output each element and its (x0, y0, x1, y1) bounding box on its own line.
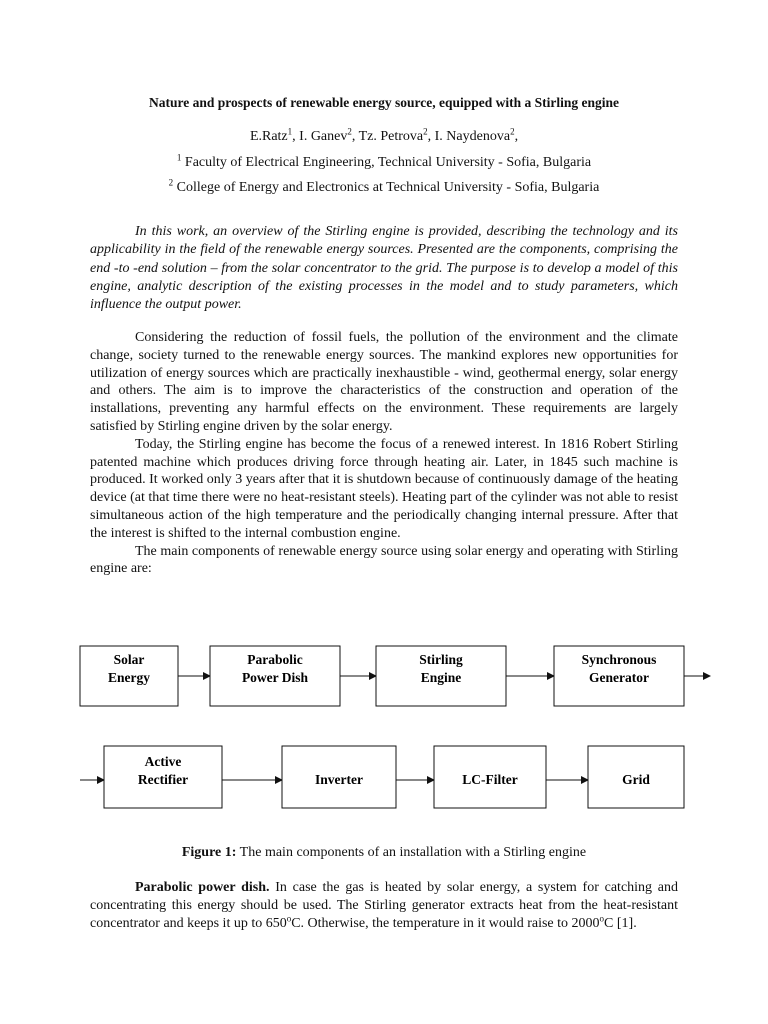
block-lc-filter-label: LC-Filter (462, 772, 518, 787)
affiliation-1 (90, 152, 678, 171)
final-text-1: In case the gas is heated by solar energy, a system for catching and concentrating this energy should be used. The Stirling generator extracts heat from the heat-resistant concentrator and keeps it up to 650 (90, 880, 678, 931)
block-lc-filter (434, 746, 546, 808)
block-grid (588, 746, 684, 808)
paragraph-2: Today, the Stirling engine has become the focus of a renewed interest. In 1816 Robert Stirling patented machine which produces driving force through heating air. Later, in 1845 such machine is produced. It worked only 3 years after that it is shutdown because of continuously damage of the heating device (at that time there were no heat-resistant steels). Heating part of the cylinder was not able to resist simultaneous action of the high temperature and the periodically changing internal pressure. After that the interest is shifted to the internal combustion engine. (90, 436, 678, 541)
authors-tail: , (514, 129, 519, 144)
author-4-affiliation-mark: 2 (510, 126, 515, 137)
author-3-affiliation-mark: 2 (423, 126, 428, 137)
affiliation-2 (90, 177, 678, 196)
affiliation-1-number: 1 (176, 152, 182, 163)
author-3: , Tz. Petrova (351, 129, 424, 144)
block-active-rectifier (104, 746, 222, 808)
section-lead-parabolic-dish: Parabolic power dish. (135, 880, 270, 895)
degree-mark-1: o (286, 912, 292, 923)
affiliation-2-text: College of Energy and Electronics at Technical University - Sofia, Bulgaria (173, 180, 600, 195)
final-text-2: C. Otherwise, the temperature in it would raise to 2000 (291, 915, 600, 931)
author-4: , I. Naydenova (427, 129, 511, 144)
paragraph-3: The main components of renewable energy source using solar energy and operating with Stirling engine are: (90, 543, 678, 577)
block-dish-line1: Parabolic (247, 652, 303, 667)
block-engine-line1: Stirling (419, 652, 463, 667)
block-solar-energy-line1: Solar (113, 652, 145, 667)
abstract: In this work, an overview of the Stirling engine is provided, describing the technology and its applicability in the field of the renewable energy sources. Presented are the components, comprising the end -to -end solution – from the solar concentrator to the grid. The purpose is to develop a model of this engine, analytic description of the existing processes in the model and to study parameters, which influence the output power. (90, 224, 678, 313)
degree-mark-2: o (599, 912, 605, 923)
paper-title: Nature and prospects of renewable energy source, equipped with a Stirling engine (148, 95, 619, 110)
author-2-affiliation-mark: 2 (347, 126, 352, 137)
affiliation-1-text: Faculty of Electrical Engineering, Technical University - Sofia, Bulgaria (181, 155, 592, 170)
author-1: E.Ratz (249, 129, 288, 144)
author-2: , I. Ganev (292, 129, 348, 144)
block-solar-energy (80, 646, 178, 706)
final-text-3: C [1]. (604, 915, 637, 931)
block-generator-line2: Generator (589, 670, 649, 685)
figure-caption-label: Figure 1: (181, 845, 237, 860)
block-rectifier-line2: Rectifier (137, 772, 189, 787)
block-inverter (282, 746, 396, 808)
block-parabolic-power-dish (210, 646, 340, 706)
figure-caption (90, 845, 678, 861)
authors-line (90, 126, 678, 145)
paragraph-parabolic-dish (90, 879, 678, 932)
block-stirling-engine (376, 646, 506, 706)
block-rectifier-line1: Active (144, 754, 182, 769)
block-engine-line2: Engine (420, 670, 462, 685)
affiliation-2-number: 2 (168, 177, 174, 188)
figure-caption-text: The main components of an installation with a Stirling engine (236, 845, 587, 860)
block-diagram (76, 640, 716, 820)
block-dish-line2: Power Dish (241, 670, 309, 685)
body-text (90, 329, 678, 578)
block-synchronous-generator (554, 646, 684, 706)
block-grid-label: Grid (622, 772, 650, 787)
block-generator-line1: Synchronous (581, 652, 657, 667)
block-inverter-label: Inverter (315, 772, 363, 787)
block-solar-energy-line2: Energy (108, 670, 150, 685)
author-1-affiliation-mark: 1 (287, 126, 293, 137)
paragraph-1: Considering the reduction of fossil fuels, the pollution of the environment and the climate change, society turned to the renewable energy sources. The mankind explores new opportunities for utilization of energy sources which are practically inexhaustible - wind, geothermal energy, solar energy and others. The aim is to improve the characteristics of the construction and operation of the installations, preventing any harmful effects on the environment. These requirements are largely satisfied by Stirling engine driven by the solar energy. (90, 330, 678, 434)
